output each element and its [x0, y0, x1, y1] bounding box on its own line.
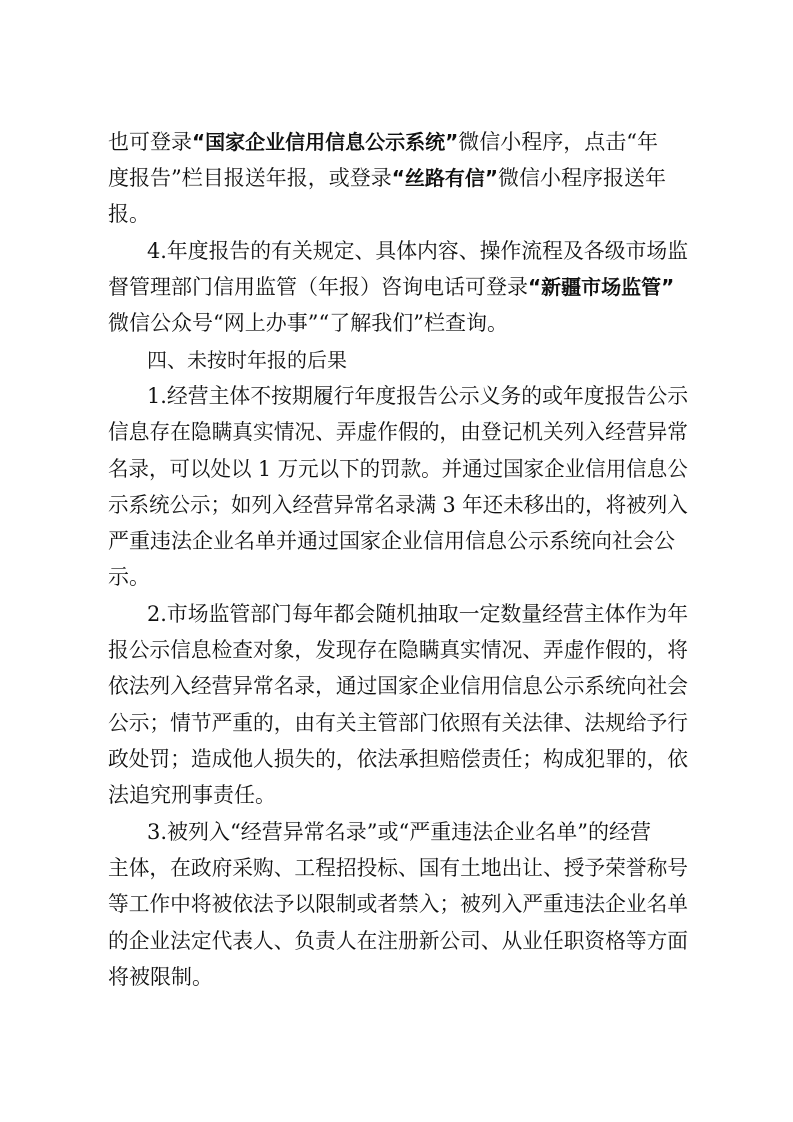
- bold-text-run: “新疆市场监管”: [528, 275, 675, 299]
- text-run: 也可登录: [108, 130, 192, 154]
- body-line: [108, 199, 150, 229]
- text-run: 的企业法定代表人、负责人在注册新公司、从业任职资格等方面: [108, 929, 689, 953]
- text-run: 政处罚；造成他人损失的，依法承担赔偿责任；构成犯罪的，依: [108, 747, 689, 771]
- body-line: [108, 526, 675, 556]
- body-line: [108, 417, 688, 447]
- text-run: 微信公众号“网上办事”“了解我们”栏查询。: [108, 311, 508, 335]
- paragraph-start-line: [147, 236, 688, 266]
- text-run: 报公示信息检查对象，发现存在隐瞒真实情况、弄虚作假的，将: [108, 638, 689, 662]
- body-line: [108, 708, 688, 738]
- section-heading: [147, 345, 347, 375]
- text-run: 3.被列入“经营异常名录”或“严重违法企业名单”的经营: [147, 820, 651, 844]
- bold-text-run: “丝路有信”: [391, 166, 499, 190]
- text-run: 督管理部门信用监管（年报）咨询电话可登录: [108, 275, 528, 299]
- text-run: 示。: [108, 565, 150, 589]
- body-line: [108, 671, 688, 701]
- body-line: [108, 490, 688, 520]
- text-run: 度报告”栏目报送年报，或登录: [108, 166, 392, 190]
- text-run: 4.年度报告的有关规定、具体内容、操作流程及各级市场监: [147, 239, 689, 263]
- text-run: 名录，可以处以 1 万元以下的罚款。并通过国家企业信用信息公: [108, 457, 688, 481]
- text-run: 法追究刑事责任。: [108, 783, 276, 807]
- body-line: [108, 780, 276, 810]
- body-line: [108, 853, 688, 883]
- body-line: [108, 962, 213, 992]
- body-line: [108, 562, 150, 592]
- heading-text: 四、未按时年报的后果: [147, 348, 347, 372]
- body-line: [108, 127, 658, 157]
- text-run: 主体，在政府采购、工程招投标、国有土地出让、授予荣誉称号: [108, 856, 689, 880]
- text-run: 1.经营主体不按期履行年度报告公示义务的或年度报告公示: [147, 384, 689, 408]
- text-run: 将被限制。: [108, 965, 213, 989]
- text-run: 微信小程序，点击“年: [458, 130, 659, 154]
- bold-text-run: “国家企业信用信息公示系统”: [192, 130, 459, 154]
- body-line: [108, 308, 508, 338]
- text-run: 依法列入经营异常名录，通过国家企业信用信息公示系统向社会: [108, 674, 689, 698]
- body-line: [108, 635, 688, 665]
- body-line: [108, 163, 666, 193]
- body-line: [108, 272, 674, 302]
- text-run: 示系统公示；如列入经营异常名录满 3 年还未移出的，将被列入: [108, 493, 688, 517]
- text-run: 微信小程序报送年: [498, 166, 667, 190]
- text-run: 2.市场监管部门每年都会随机抽取一定数量经营主体作为年: [147, 602, 689, 626]
- text-run: 信息存在隐瞒真实情况、弄虚作假的，由登记机关列入经营异常: [108, 420, 689, 444]
- text-run: 公示；情节严重的，由有关主管部门依照有关法律、法规给予行: [108, 711, 689, 735]
- paragraph-start-line: [147, 817, 651, 847]
- body-line: [108, 454, 688, 484]
- text-run: 等工作中将被依法予以限制或者禁入；被列入严重违法企业名单: [108, 892, 689, 916]
- text-run: 报。: [108, 202, 150, 226]
- body-line: [108, 889, 688, 919]
- body-line: [108, 926, 688, 956]
- paragraph-start-line: [147, 599, 688, 629]
- text-run: 严重违法企业名单并通过国家企业信用信息公示系统向社会公: [108, 529, 675, 553]
- paragraph-start-line: [147, 381, 688, 411]
- body-line: [108, 744, 688, 774]
